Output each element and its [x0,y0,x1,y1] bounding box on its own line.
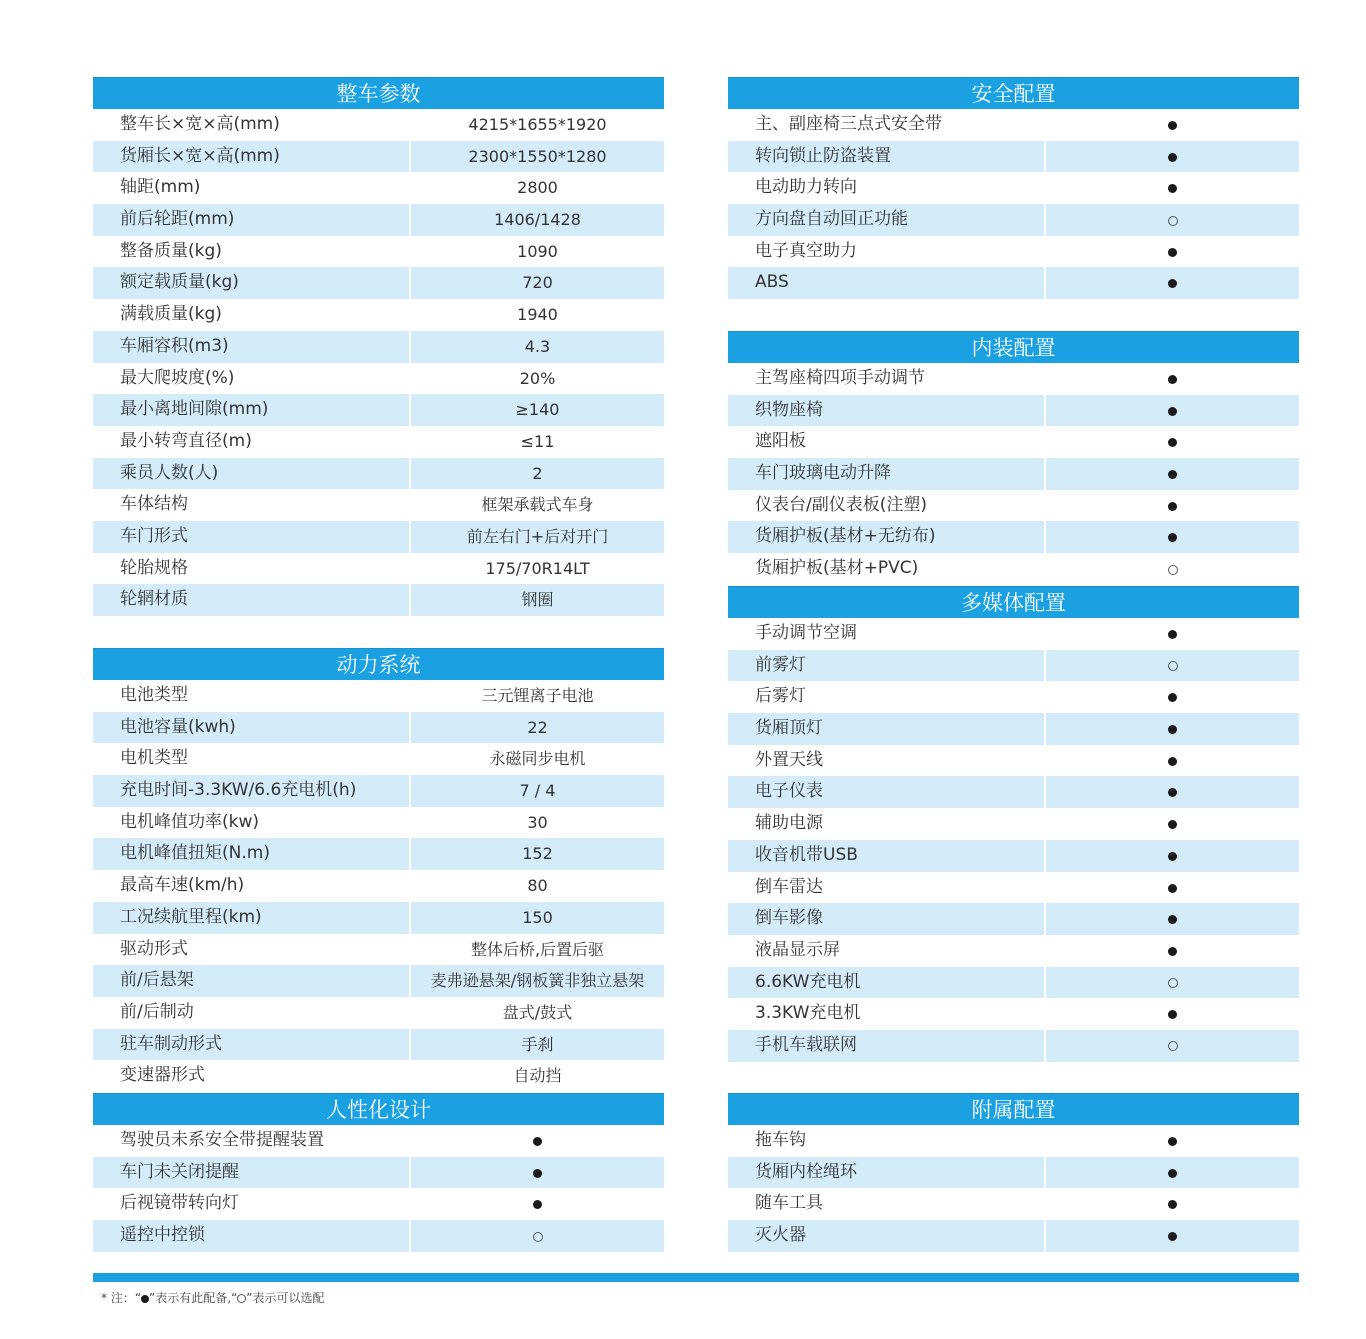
row-value: 4.3 [411,331,664,363]
standard-dot-icon [141,1295,149,1303]
table-row [93,426,664,458]
table-row [93,299,664,331]
row-label: 车体结构 [120,494,188,515]
standard-dot-icon [1168,693,1177,702]
standard-dot-icon [1168,1200,1177,1209]
row-label: 电机峰值功率(kw) [120,811,260,832]
row-label: 前雾灯 [728,650,1044,682]
row-label: 灭火器 [728,1220,1044,1252]
row-value: 三元锂离子电池 [481,686,594,705]
table-row [93,870,664,902]
row-label: 最小离地间隙(mm) [93,394,409,426]
standard-dot-icon [1168,1232,1177,1241]
table-row [93,743,664,775]
row-label: 驾驶员未系安全带提醒装置 [120,1130,324,1150]
row-label: 轴距(mm) [120,177,201,198]
standard-dot-icon [1168,279,1177,288]
row-value: 152 [411,838,664,870]
standard-dot-icon [1168,788,1177,797]
row-value: ≤11 [520,431,555,451]
standard-dot-icon [1168,438,1177,447]
table-row [728,426,1299,458]
standard-dot-icon [1168,915,1177,924]
table-row [93,1125,664,1157]
row-availability [1046,553,1299,585]
table-row [93,712,664,744]
row-availability [411,1188,664,1220]
table-row [728,618,1299,650]
power-system-table [93,648,664,1092]
row-availability [1046,267,1299,299]
row-label: 整备质量(kg) [120,240,222,261]
table-row [93,363,664,395]
table-row [728,1125,1299,1157]
row-value: 1940 [517,305,558,325]
row-label: 车门玻璃电动升降 [728,458,1044,490]
row-value: 2300*1550*1280 [411,141,664,173]
row-label: 倒车影像 [728,903,1044,935]
table-row [93,1029,664,1061]
table-row [728,935,1299,967]
table-row [728,776,1299,808]
table-row [93,1060,664,1092]
row-label: 6.6KW充电机 [728,967,1044,999]
table-row [93,236,664,268]
table-row [728,490,1299,522]
row-label: 货厢长×宽×高(mm) [93,141,409,173]
row-availability [1046,967,1299,999]
optional-ring-icon [1168,661,1178,671]
table-header: 安全配置 [728,77,1299,109]
row-value: 30 [527,812,548,832]
row-value: 150 [411,902,664,934]
row-availability [1046,1157,1299,1189]
table-row [728,236,1299,268]
table-row [728,1188,1299,1220]
row-availability [1046,650,1299,682]
optional-ring-icon [1168,216,1178,226]
row-label: 遮阳板 [755,431,806,452]
table-row [728,204,1299,236]
row-availability [1046,458,1299,490]
interior-config-table [728,331,1299,585]
table-row [93,521,664,553]
row-label: 辅助电源 [755,813,823,834]
footer-bar [93,1273,1299,1282]
row-label: 整车长×宽×高(mm) [120,114,280,134]
table-row [728,681,1299,713]
row-label: 最高车速(km/h) [120,875,245,896]
table-row [93,331,664,363]
row-label: 拖车钩 [755,1130,806,1150]
row-label: 织物座椅 [728,395,1044,427]
standard-dot-icon [1168,502,1177,511]
table-row [728,172,1299,204]
row-availability [1046,1220,1299,1252]
safety-config-table [728,77,1299,299]
row-availability [1046,745,1299,777]
optional-ring-icon [1168,978,1178,988]
row-value: ≥140 [411,394,664,426]
standard-dot-icon [1168,725,1177,734]
table-row [93,1220,664,1252]
row-label: 主驾座椅四项手动调节 [755,368,925,388]
standard-dot-icon [1168,820,1177,829]
table-header: 人性化设计 [93,1093,664,1125]
table-row [728,109,1299,141]
table-row [93,838,664,870]
optional-ring-icon [1168,565,1178,575]
table-row [728,521,1299,553]
standard-dot-icon [1168,153,1177,162]
row-label: 遥控中控锁 [93,1220,409,1252]
row-label: 额定载质量(kg) [93,267,409,299]
row-availability [1046,395,1299,427]
table-header: 动力系统 [93,648,664,680]
row-value: 1090 [517,241,558,261]
row-value: 22 [411,712,664,744]
row-availability [1046,1030,1299,1062]
standard-dot-icon [533,1169,542,1178]
standard-dot-icon [1168,1010,1177,1019]
row-label: 货厢护板(基材+PVC) [755,558,919,579]
table-row [728,1157,1299,1189]
standard-dot-icon [1168,1169,1177,1178]
table-row [728,650,1299,682]
row-availability [1046,363,1299,395]
row-label: ABS [728,267,1044,299]
row-label: 货厢内栓绳环 [728,1157,1044,1189]
standard-dot-icon [1168,184,1177,193]
table-row [93,141,664,173]
table-row [728,967,1299,999]
optional-ring-icon [533,1232,543,1242]
table-row [93,775,664,807]
row-value: 1406/1428 [411,204,664,236]
row-availability [1046,172,1299,204]
accessory-config-table [728,1093,1299,1252]
standard-dot-icon [1168,533,1177,542]
table-row [93,267,664,299]
row-label: 最小转弯直径(m) [120,430,252,451]
row-label: 电机类型 [120,748,188,769]
row-label: 驻车制动形式 [93,1029,409,1061]
row-value: 20% [519,368,556,388]
row-label: 电池容量(kwh) [93,712,409,744]
table-row [728,1030,1299,1062]
standard-dot-icon [1168,407,1177,416]
row-availability [1046,935,1299,967]
row-availability [1046,776,1299,808]
row-label: 轮胎规格 [120,557,188,578]
note-standard-text: ”表示有此配备,“ [149,1291,238,1305]
standard-dot-icon [1168,470,1177,479]
row-value: 720 [411,267,664,299]
table-row [93,172,664,204]
table-row [728,363,1299,395]
row-value: 2 [411,458,664,490]
table-row [728,745,1299,777]
row-label: 工况续航里程(km) [93,902,409,934]
table-row [728,808,1299,840]
standard-dot-icon [533,1137,542,1146]
table-row [728,998,1299,1030]
table-row [728,553,1299,585]
row-availability [411,1125,664,1157]
row-availability [1046,998,1299,1030]
row-availability [1046,618,1299,650]
row-label: 前后轮距(mm) [93,204,409,236]
row-availability [1046,141,1299,173]
row-value: 4215*1655*1920 [468,115,607,134]
row-value: 7 / 4 [411,775,664,807]
table-row [728,458,1299,490]
row-label: 满载质量(kg) [120,304,222,325]
row-label: 主、副座椅三点式安全带 [755,114,942,134]
table-row [728,1220,1299,1252]
human-design-table [93,1093,664,1252]
standard-dot-icon [1168,375,1177,384]
row-label: 电子仪表 [728,776,1044,808]
table-row [93,902,664,934]
row-label: 3.3KW充电机 [755,1003,861,1024]
row-label: 手动调节空调 [755,623,857,643]
row-availability [1046,426,1299,458]
table-header: 内装配置 [728,331,1299,363]
table-row [728,267,1299,299]
row-label: 轮辋材质 [93,584,409,616]
table-row [93,997,664,1029]
row-value: 80 [527,876,548,896]
row-value: 永磁同步电机 [489,749,586,769]
table-row [93,204,664,236]
table-row [93,1188,664,1220]
row-availability [1046,808,1299,840]
row-availability [1046,1188,1299,1220]
row-availability [1046,204,1299,236]
standard-dot-icon [1168,852,1177,861]
standard-dot-icon [1168,248,1177,257]
standard-dot-icon [1168,630,1177,639]
row-label: 车门形式 [93,521,409,553]
note-prefix: * 注：“ [101,1291,142,1305]
row-value: 175/70R14LT [485,558,590,578]
row-label: 电动助力转向 [755,177,857,198]
optional-ring-icon [1168,1041,1178,1051]
optional-ring-icon [237,1294,246,1303]
row-availability [1046,681,1299,713]
table-row [93,394,664,426]
row-label: 前/后悬架 [93,965,409,997]
row-value: 自动挡 [513,1066,562,1086]
row-label: 方向盘自动回正功能 [728,204,1044,236]
row-value: 2800 [517,178,558,198]
row-label: 充电时间-3.3KW/6.6充电机(h) [93,775,409,807]
row-value: 前左右门+后对开门 [411,521,664,553]
table-row [93,489,664,521]
row-availability [1046,521,1299,553]
row-label: 手机车载联网 [728,1030,1044,1062]
table-row [93,934,664,966]
note-optional-text: ”表示可以选配 [246,1291,325,1305]
row-label: 货厢顶灯 [728,713,1044,745]
row-label: 后雾灯 [755,686,806,707]
row-label: 驱动形式 [120,938,188,959]
table-row [728,872,1299,904]
table-row [93,965,664,997]
row-label: 电池类型 [120,685,188,705]
table-row [93,109,664,141]
row-label: 电机峰值扭矩(N.m) [93,838,409,870]
row-availability [1046,872,1299,904]
row-label: 前/后制动 [120,1001,194,1022]
row-label: 最大爬坡度(%) [120,367,235,388]
table-header: 附属配置 [728,1093,1299,1125]
row-value: 框架承载式车身 [481,495,594,515]
table-row [93,458,664,490]
row-availability [1046,903,1299,935]
legend-note [101,1289,325,1306]
row-label: 收音机带USB [728,840,1044,872]
table-row [93,1157,664,1189]
table-row [93,680,664,712]
standard-dot-icon [1168,947,1177,956]
row-value: 麦弗逊悬架/钢板簧非独立悬架 [411,965,664,997]
row-value: 盘式/鼓式 [502,1002,573,1022]
table-row [728,903,1299,935]
row-label: 货厢护板(基材+无纺布) [728,521,1044,553]
table-row [93,807,664,839]
row-label: 液晶显示屏 [755,939,840,960]
media-config-table [728,586,1299,1062]
table-row [93,553,664,585]
table-header: 多媒体配置 [728,586,1299,618]
row-availability [1046,1125,1299,1157]
row-label: 车门未关闭提醒 [93,1157,409,1189]
row-availability [1046,840,1299,872]
row-availability [411,1157,664,1189]
row-value: 手刹 [411,1029,664,1061]
row-label: 后视镜带转向灯 [120,1193,239,1214]
row-label: 电子真空助力 [755,240,857,261]
row-label: 乘员人数(人) [93,458,409,490]
row-availability [1046,490,1299,522]
table-row [728,395,1299,427]
standard-dot-icon [533,1200,542,1209]
row-availability [1046,109,1299,141]
row-availability [1046,236,1299,268]
row-value: 钢圈 [411,584,664,616]
vehicle-params-table [93,77,664,616]
standard-dot-icon [1168,757,1177,766]
row-label: 变速器形式 [120,1065,205,1086]
row-label: 随车工具 [755,1193,823,1214]
row-availability [1046,713,1299,745]
standard-dot-icon [1168,1137,1177,1146]
row-label: 车厢容积(m3) [93,331,409,363]
standard-dot-icon [1168,121,1177,130]
row-label: 转向锁止防盗装置 [728,141,1044,173]
table-row [93,584,664,616]
row-label: 倒车雷达 [755,876,823,897]
row-availability [411,1220,664,1252]
table-header: 整车参数 [93,77,664,109]
row-label: 外置天线 [755,749,823,770]
table-row [728,141,1299,173]
table-row [728,713,1299,745]
standard-dot-icon [1168,884,1177,893]
row-label: 仪表台/副仪表板(注塑) [755,494,927,515]
table-row [728,840,1299,872]
row-value: 整体后桥,后置后驱 [470,939,605,959]
